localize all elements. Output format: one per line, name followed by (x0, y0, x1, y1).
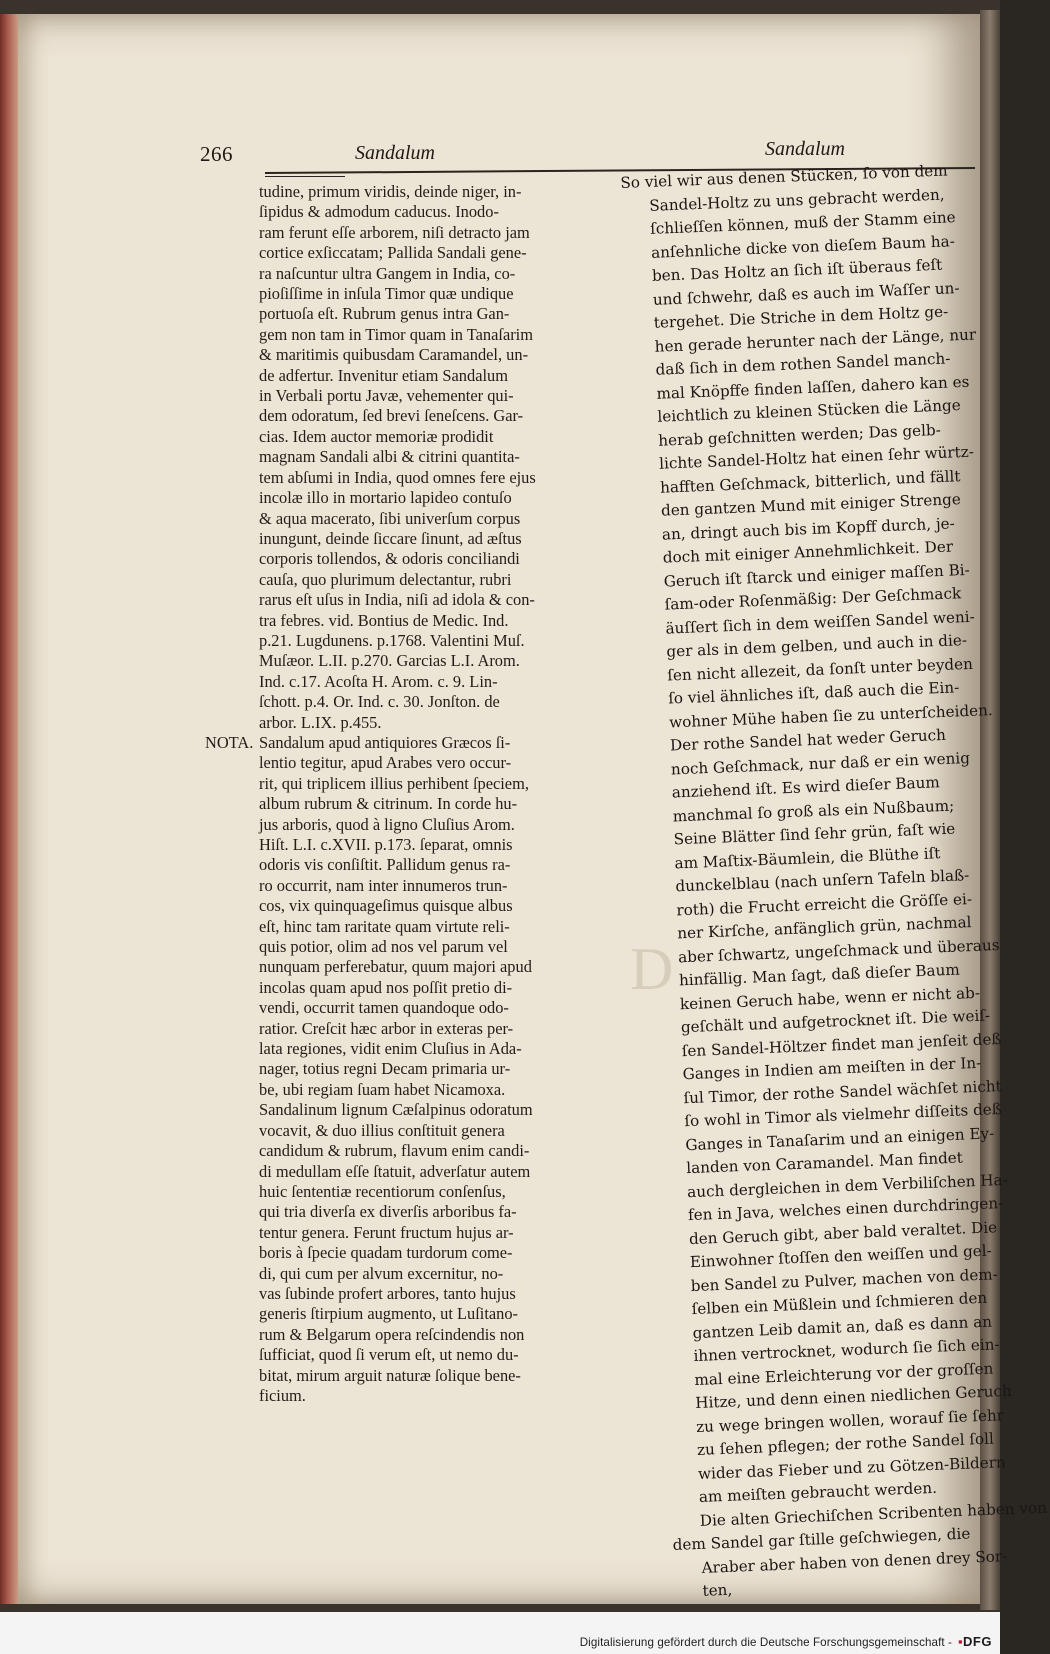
nota-line: tentur genera. Ferunt fructum hujus ar- (259, 1222, 514, 1242)
german-line: dem Sandel gar ſtille geſchwiegen, die (672, 1524, 971, 1554)
nota-line: be, ubi regiam ſuam habet Nicamoxa. (259, 1079, 506, 1099)
german-line: hafften Geſchmack, bitterlich, und fällt (659, 466, 961, 497)
german-line: tergehet. Die Striche in dem Holtz ge- (653, 302, 949, 332)
german-line: mal Knöpffe finden laſſen, dahero kan es (656, 372, 970, 403)
german-line: ſen nicht allezeit, da ſonſt unter beyden (667, 654, 974, 685)
latin-line: cias. Idem auctor memoriæ prodidit (259, 426, 494, 446)
latin-line: ram ferunt eſſe arborem, niſi detracto jam (259, 222, 530, 242)
nota-line: generis ſtirpium augmento, ut Luſitano- (259, 1304, 519, 1324)
latin-line: tudine, primum viridis, deinde niger, in- (259, 182, 522, 201)
nota-line: boris à ſpecie quadam turdorum come- (259, 1243, 513, 1263)
latin-line: & maritimis quibusdam Caramandel, un- (259, 345, 529, 365)
german-line: gantzen Leib damit an, daß es dann an (692, 1312, 993, 1342)
german-line: ihnen vertrocknet, wodurch ſie ſich ein- (693, 1335, 1000, 1366)
german-line: Ganges in Indien am meiſten in der In- (682, 1053, 982, 1084)
nota-line: vendi, occurrit tamen quandoque odo- (259, 998, 509, 1018)
german-line: den Geruch gibt, aber bald veraltet. Die (688, 1217, 998, 1248)
german-line: ger als in dem gelben, und auch in die- (666, 631, 968, 661)
german-line: geſchält und aufgetrocknet iſt. Die weiſ- (680, 1006, 991, 1037)
latin-line: cortice exſiccatam; Pallida Sandali gene- (259, 243, 527, 263)
nota-line: candidum & rubrum, flavum enim candi- (259, 1141, 530, 1161)
latin-line: arbor. L.IX. p.455. (259, 712, 382, 732)
nota-line: ratior. Creſcit hæc arbor in exteras per- (259, 1018, 514, 1038)
german-line: roth) die Frucht erreicht die Gröſſe ei- (676, 889, 973, 919)
german-line: manchmal ſo groß als ein Nußbaum; (672, 796, 955, 825)
nota-line: rum & Belgarum opera reſcindendis non (259, 1324, 525, 1344)
nota-line: album rubrum & citrinum. In corde hu- (259, 794, 518, 814)
german-line: leichtlich zu kleinen Stücken die Länge (657, 396, 961, 426)
latin-line: de adfertur. Invenitur etiam Sandalum (259, 365, 508, 385)
german-line: ſul Timor, der rothe Sandel wächſet nicht (683, 1076, 1003, 1107)
latin-line: incolæ illo in mortario lapideo contuſo (259, 488, 512, 508)
latin-line: in Verbali portu Javæ, vehementer qui- (259, 386, 514, 406)
nota-line: lentio tegitur, apud Arabes vero occur- (259, 753, 512, 773)
german-line: und ſchwehr, daß es auch im Waſſer un- (652, 278, 960, 309)
latin-line: ra naſcuntur ultra Gangem in India, co- (259, 263, 516, 283)
nota-line: eſt, hinc tam raritate quam virtute reli- (259, 916, 510, 936)
nota-line: nunquam perferebatur, quum majori apud (259, 957, 532, 977)
german-line: Seine Blätter ſind ſehr grün, faſt wie (673, 819, 956, 849)
german-line: hen gerade herunter nach der Länge, nur (654, 324, 977, 356)
german-line: ten, (702, 1580, 733, 1600)
nota-line: rit, qui triplicem illius perhibent ſpeciem, (259, 773, 529, 793)
german-line: Der rothe Sandel hat weder Geruch (669, 725, 947, 755)
nota-line: ficium. (259, 1385, 306, 1405)
bleed-through-mark: D (630, 936, 674, 1002)
digitization-credit: Digitalisierung gefördert durch die Deutsche Forschungsgemeinschaft - (579, 1636, 952, 1649)
german-line: Einwohner ſtoſſen den weiſſen und gel- (689, 1241, 993, 1272)
latin-line: rarus eſt uſus in India, niſi ad idola & con- (259, 590, 535, 610)
german-line: lichte Sandel-Holtz hat einen ſehr würtz- (658, 442, 975, 473)
german-line: fen in Java, welches einen durchdringen- (687, 1194, 1004, 1225)
latin-line: cauſa, quo plurimum delectantur, rubri (259, 569, 512, 589)
header-rule-left (265, 176, 345, 177)
german-line: anziehend iſt. Es wird dieſer Baum (671, 773, 941, 802)
german-line: ner Kirſche, anfänglich grün, nachmal (676, 913, 972, 943)
nota-line: Sandalinum lignum Cæſalpinus odoratum (259, 1100, 533, 1120)
german-line: dunckelblau (nach unſern Tafeln blaß- (675, 866, 970, 896)
book-edge-left (0, 14, 18, 1604)
nota-line: Hiſt. L.I. c.XVII. p.173. ſeparat, omnis (259, 835, 513, 854)
german-line: ben. Das Holtz an ſich iſt überaus feſt (651, 255, 943, 285)
german-line: ben Sandel zu Pulver, machen von dem- (690, 1264, 999, 1295)
latin-line: gem non tam in Timor quam in Tanaſarim (259, 324, 533, 344)
nota-line: vocavit, & duo illius conſtituit genera (259, 1120, 505, 1140)
latin-line: Muſæor. L.II. p.270. Garcias L.I. Arom. (259, 651, 520, 671)
running-title-left: Sandalum (355, 142, 435, 164)
nota-line: nager, totius regni Decam primaria ur- (259, 1059, 511, 1079)
german-line: mal eine Erleichterung vor der groſſen (694, 1359, 994, 1389)
german-line: ſam-oder Roſenmäßig: Der Geſchmack (664, 584, 962, 614)
latin-line: pioſiſſime in inſula Timor quæ undique (259, 284, 514, 304)
german-line: am Maſtix-Bäumlein, die Blüthe iſt (674, 843, 941, 872)
latin-line: inungunt, deinde ſiccare ſinunt, ad æſtus (259, 528, 522, 548)
nota-line: jus arboris, quod à ligno Cluſius Arom. (259, 814, 515, 834)
nota-line: ſufficiat, quod ſi verum eſt, ut nemo du- (259, 1345, 519, 1365)
latin-line: dem odoratum, ſed brevi ſeneſcens. Gar- (259, 406, 524, 426)
german-line: ſo viel ähnliches iſt, daß auch die Ein- (667, 678, 960, 708)
nota-line: odoris vis conſiſtit. Pallidum genus ra- (259, 855, 511, 875)
nota-line: quis potior, olim ad nos vel parum vel (259, 937, 508, 957)
german-line: Geruch iſt ſtarck und einiger maſſen Bi- (663, 560, 970, 591)
german-line: wider das Fieber und zu Götzen-Bildern (697, 1452, 1007, 1483)
nota-line: bitat, mirum arguit naturæ ſolique bene- (259, 1365, 521, 1385)
german-line: doch mit einiger Annehmlichkeit. Der (662, 537, 954, 567)
nota-line: vas ſubinde profert arbores, tanto hujus (259, 1283, 516, 1303)
german-line: keinen Geruch habe, wenn er nicht ab- (679, 983, 981, 1013)
german-line: ſelben ein Müßlein und ſchmieren den (691, 1288, 988, 1319)
nota-label: NOTA. (205, 732, 254, 752)
german-line: zu wege bringen wollen, worauf ſie ſehr (695, 1405, 1005, 1436)
running-title-right: Sandalum (765, 138, 845, 160)
german-line: Ganges in Tanaſarim und an einigen Ey- (685, 1123, 995, 1154)
german-line: zu ſehen pflegen; der rothe Sandel ſoll (696, 1429, 995, 1459)
nota-line: ro occurrit, nam inter innumeros trun- (259, 875, 508, 895)
nota-line: lata regiones, vidit enim Cluſius in Ada- (259, 1039, 522, 1059)
german-line: ſen Sandel-Höltzer findet man jenſeit deß (681, 1029, 1002, 1060)
german-line: auch dergleichen in dem Verbiliſchen Ha- (686, 1170, 1008, 1201)
latin-line: corporis tollendos, & odoris conciliandi (259, 549, 520, 569)
latin-line: portuoſa eſt. Rubrum genus intra Gan- (259, 304, 510, 324)
nota-line: di, qui cum per alvum excernitur, no- (259, 1263, 504, 1283)
german-line: am meiſten gebraucht werden. (698, 1478, 938, 1506)
german-line: noch Geſchmack, nur daß er ein wenig (670, 748, 971, 778)
german-column (620, 158, 1048, 1604)
german-line: So viel wir aus denen Stücken, ſo von dem (620, 161, 948, 192)
german-line: Araber aber haben von denen drey Sor- (701, 1546, 1008, 1577)
german-line: an, dringt auch bis im Kopff durch, je- (661, 513, 956, 544)
latin-line: p.21. Lugdunens. p.1768. Valentini Muſ. (259, 630, 525, 650)
nota-line: di medullam eſſe ſtatuit, adverſatur autem (259, 1161, 531, 1181)
german-line: äuſſert ſich in dem weiſſen Sandel weni- (665, 607, 976, 638)
page-number: 266 (200, 142, 233, 166)
latin-line: tem abſumi in India, quod omnes fere ejus (259, 467, 536, 487)
german-line: aber ſchwartz, ungeſchmack und überaus (677, 935, 1000, 966)
latin-line: tra febres. vid. Bontius de Medic. Ind. (259, 610, 509, 630)
latin-line: Ind. c.17. Acoſta H. Arom. c. 9. Lin- (259, 671, 498, 691)
german-line: Hitze, und denn einen niedlichen Geruch (694, 1381, 1013, 1413)
nota-line: incolas quam apud nos poſſit pretio di- (259, 977, 513, 997)
latin-line: magnam Sandali albi & citrini quantita- (259, 447, 520, 467)
german-line: ſchlieſſen können, muß der Stamm eine (649, 208, 956, 238)
latin-line: ſipidus & admodum caducus. Inodo- (259, 202, 499, 222)
german-line: landen von Caramandel. Man findet (685, 1148, 964, 1178)
german-line: Sandel-Holtz zu uns gebracht werden, (648, 185, 945, 215)
german-line: herab geſchnitten werden; Das gelb- (657, 420, 942, 450)
german-line: wohner Mühe haben ſie zu unterſcheiden. (668, 700, 994, 732)
german-line: hinfällig. Man ſagt, daß dieſer Baum (678, 960, 961, 990)
nota-line: qui tria diverſa ex diverſis arboribus fa- (259, 1202, 517, 1222)
german-line: den gantzen Mund mit einiger Strenge (660, 490, 962, 520)
latin-column (205, 182, 610, 1406)
german-line: daß ſich in dem rothen Sandel manch- (655, 349, 951, 379)
nota-text: Sandalum apud antiquiores Græcos ſi- (259, 732, 511, 752)
german-line: anſehnliche dicke von dieſem Baum ha- (650, 231, 956, 262)
latin-line: & aqua macerato, ſibi univerſum corpus (259, 508, 521, 528)
nota-line: cos, vix quinquageſimus quisque albus (259, 896, 513, 916)
nota-line (205, 733, 610, 753)
german-line: Die alten Griechiſchen Scribenten haben von (699, 1498, 1048, 1530)
german-line: ſo wohl in Timor als vielmehr diſſeits deß (684, 1100, 1003, 1131)
nota-line: huic ſententiæ recentiorum conſenſus, (259, 1181, 506, 1201)
dfg-logo: ▪DFG (957, 1634, 992, 1649)
latin-line: ſchott. p.4. Or. Ind. c. 30. Jonſton. de (259, 692, 500, 712)
